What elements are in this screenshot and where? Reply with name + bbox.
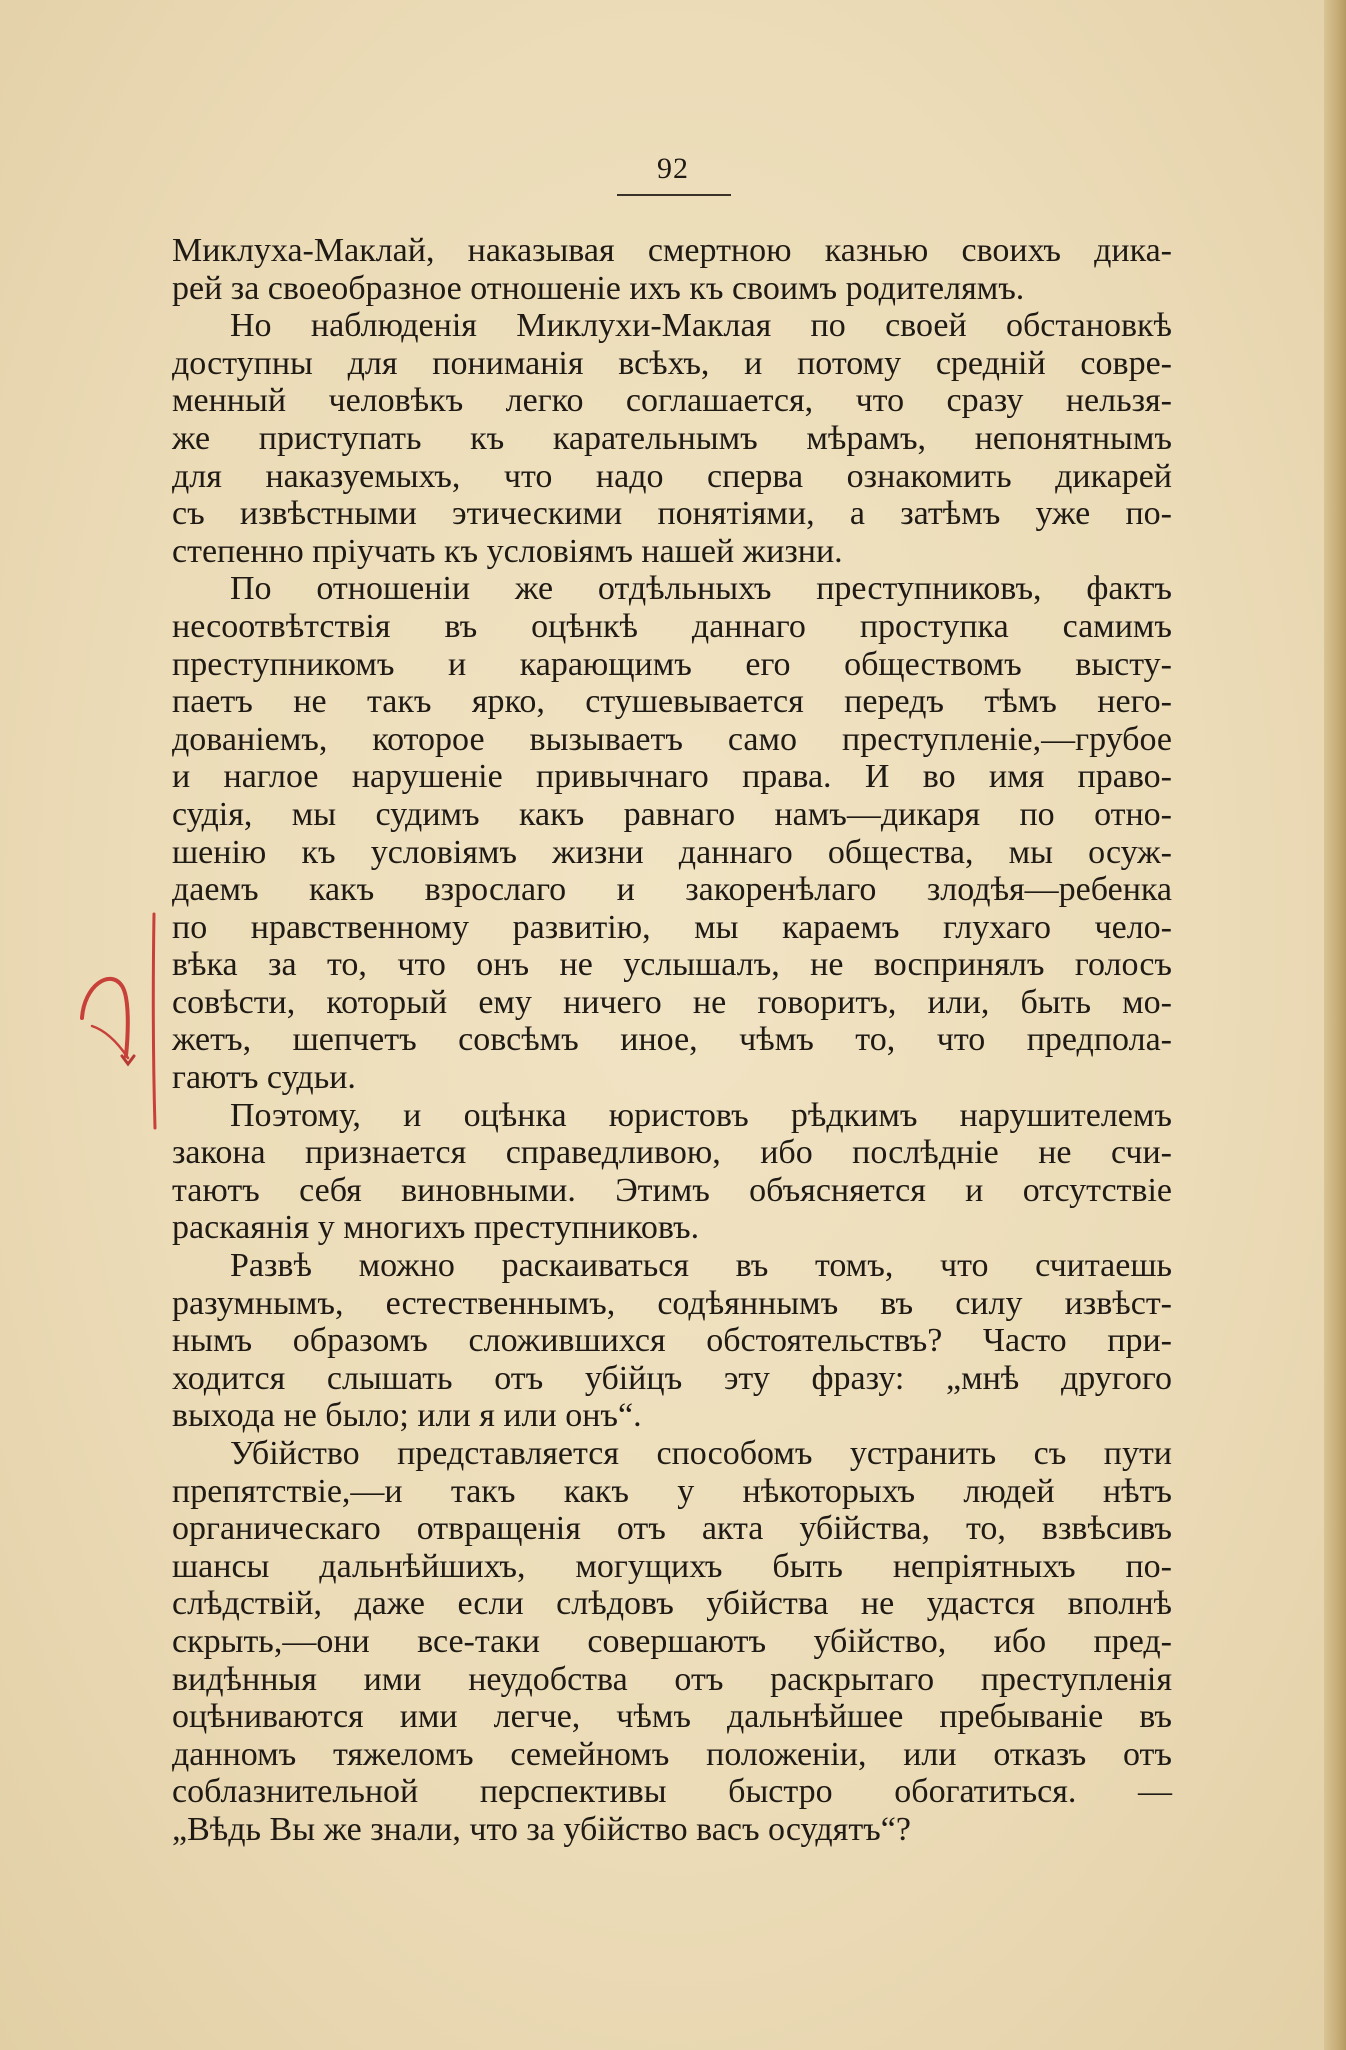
text-line: закона признается справедливою, ибо послѣдніе не счи- bbox=[172, 1134, 1172, 1172]
text-line: выхода не было; или я или онъ“. bbox=[172, 1397, 642, 1435]
text-line: несоотвѣтствія въ оцѣнкѣ даннаго проступка самимъ bbox=[172, 607, 1172, 645]
text-line: даемъ какъ взрослаго и закоренѣлаго злодѣя—ребенка bbox=[172, 871, 1172, 909]
text-line: и наглое нарушеніе привычнаго права. И во имя право- bbox=[172, 758, 1172, 796]
body-text bbox=[172, 232, 1172, 1849]
text-line: скрыть,—они все-таки совершаютъ убійство, ибо пред- bbox=[172, 1622, 1172, 1660]
text-line: ходится слышать отъ убійцъ эту фразу: „мнѣ другого bbox=[172, 1359, 1172, 1397]
margin-annotation-mark-icon bbox=[70, 906, 170, 1136]
text-line: соблазнительной перспективы быстро обогатиться. — bbox=[172, 1773, 1172, 1811]
text-line: По отношеніи же отдѣльныхъ преступниковъ, фактъ bbox=[230, 570, 1172, 608]
text-line: шансы дальнѣйшихъ, могущихъ быть непріятныхъ по- bbox=[172, 1547, 1172, 1585]
text-line: нымъ образомъ сложившихся обстоятельствъ? Часто при- bbox=[172, 1322, 1172, 1360]
page-number: 92 bbox=[657, 152, 689, 185]
text-line: слѣдствій, даже если слѣдовъ убійства не удастся вполнѣ bbox=[172, 1585, 1172, 1623]
text-line: же приступать къ карательнымъ мѣрамъ, непонятнымъ bbox=[172, 419, 1172, 457]
text-line: дованіемъ, которое вызываетъ само преступленіе,—грубое bbox=[172, 720, 1172, 758]
text-line: степенно пріучать къ условіямъ нашей жизни. bbox=[172, 532, 843, 570]
text-line: гаютъ судьи. bbox=[172, 1059, 356, 1097]
text-line: органическаго отвращенія отъ акта убійства, то, взвѣсивъ bbox=[172, 1510, 1172, 1548]
page-edge-shadow bbox=[1324, 0, 1346, 2050]
text-line: шенію къ условіямъ жизни даннаго общества, мы осуж- bbox=[172, 833, 1172, 871]
text-line: паетъ не такъ ярко, стушевывается передъ тѣмъ него- bbox=[172, 683, 1172, 721]
text-line: по нравственному развитію, мы караемъ глухаго чело- bbox=[172, 908, 1172, 946]
text-line: Развѣ можно раскаиваться въ томъ, что считаешь bbox=[230, 1247, 1172, 1285]
text-line: менный человѣкъ легко соглашается, что сразу нельзя- bbox=[172, 382, 1172, 420]
text-line: жетъ, шепчетъ совсѣмъ иное, чѣмъ то, что предпола- bbox=[172, 1021, 1172, 1059]
text-line: видѣнныя ими неудобства отъ раскрытаго преступленія bbox=[172, 1660, 1172, 1698]
text-line: совѣсти, который ему ничего не говоритъ, или, быть мо- bbox=[172, 983, 1172, 1021]
text-line: данномъ тяжеломъ семейномъ положеніи, или отказъ отъ bbox=[172, 1735, 1172, 1773]
text-line: судія, мы судимъ какъ равнаго намъ—дикаря по отно- bbox=[172, 795, 1172, 833]
text-line: оцѣниваются ими легче, чѣмъ дальнѣйшее пребываніе въ bbox=[172, 1698, 1172, 1736]
text-line: „Вѣдь Вы же знали, что за убійство васъ осудятъ“? bbox=[172, 1810, 911, 1848]
text-line: Миклуха-Маклай, наказывая смертною казнью своихъ дика- bbox=[172, 232, 1172, 269]
text-line: Поэтому, и оцѣнка юристовъ рѣдкимъ нарушителемъ bbox=[230, 1096, 1172, 1134]
page-number-rule bbox=[617, 194, 731, 196]
text-line: съ извѣстными этическими понятіями, а затѣмъ уже по- bbox=[172, 495, 1172, 533]
text-line: Но наблюденія Миклухи-Маклая по своей обстановкѣ bbox=[230, 307, 1172, 345]
text-line: раскаянія у многихъ преступниковъ. bbox=[172, 1209, 700, 1247]
text-line: рей за своеобразное отношеніе ихъ къ своимъ родителямъ. bbox=[172, 269, 1025, 307]
text-line: доступны для пониманія всѣхъ, и потому средній совре- bbox=[172, 344, 1172, 382]
text-line: для наказуемыхъ, что надо сперва ознакомить дикарей bbox=[172, 457, 1172, 495]
text-line: разумнымъ, естественнымъ, содѣяннымъ въ силу извѣст- bbox=[172, 1284, 1172, 1322]
text-line: таютъ себя виновными. Этимъ объясняется и отсутствіе bbox=[172, 1171, 1172, 1209]
text-line: преступникомъ и карающимъ его обществомъ высту- bbox=[172, 645, 1172, 683]
text-line: препятствіе,—и такъ какъ у нѣкоторыхъ людей нѣтъ bbox=[172, 1472, 1172, 1510]
text-line: Убійство представляется способомъ устранить съ пути bbox=[230, 1435, 1172, 1472]
text-line: вѣка за то, что онъ не услышалъ, не воспринялъ голосъ bbox=[172, 946, 1172, 984]
